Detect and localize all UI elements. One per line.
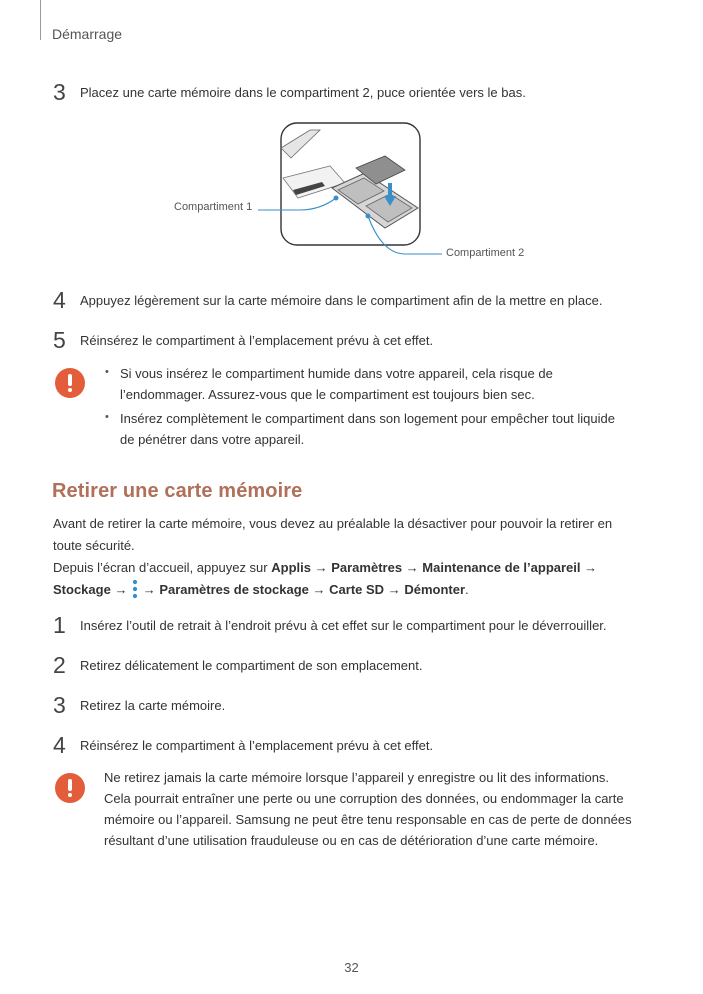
section-title: Retirer une carte mémoire — [52, 480, 303, 502]
bullet-dot: • — [105, 411, 109, 423]
section-intro: Avant de retirer la carte mémoire, vous devez au préalable la désactiver pour pouvoir la retirer en toute sécurité. — [53, 516, 613, 553]
header-divider — [40, 0, 41, 40]
caution-icon — [55, 773, 85, 803]
caution-bullet: Si vous insérez le compartiment humide dans votre appareil, cela risque de l’endommager. Assurez-vous que le compartiment est toujours bien sec. — [120, 366, 553, 402]
step-text: Retirez la carte mémoire. — [80, 698, 226, 713]
step-number: 5 — [53, 327, 66, 353]
step-number: 2 — [53, 652, 66, 678]
step-text: Appuyez légèrement sur la carte mémoire dans le compartiment afin de la mettre en place. — [80, 293, 603, 308]
step-text: Réinsérez le compartiment à l’emplacement prévu à cet effet. — [80, 333, 434, 348]
step-text: Placez une carte mémoire dans le compartiment 2, puce orientée vers le bas. — [80, 85, 526, 100]
header-section-title: Démarrage — [52, 26, 123, 42]
step-number: 3 — [53, 692, 66, 718]
sim-tray-illustration — [160, 118, 540, 268]
bullet-dot: • — [105, 366, 109, 378]
step-text: Retirez délicatement le compartiment de son emplacement. — [80, 658, 423, 673]
step-text: Insérez l’outil de retrait à l’endroit prévu à cet effet sur le compartiment pour le déverrouiller. — [80, 618, 607, 633]
more-options-icon — [131, 579, 139, 599]
step-text: Réinsérez le compartiment à l’emplacement prévu à cet effet. — [80, 738, 434, 753]
page-number: 32 — [344, 960, 359, 975]
caution-icon — [55, 368, 85, 398]
step-number: 4 — [53, 287, 66, 313]
caution-text: Ne retirez jamais la carte mémoire lorsque l’appareil y enregistre ou lit des informations. Cela pourrait entraîner une perte ou une corruption des données, ou endommager la carte mémoire ou l’appareil. Samsung ne peut être tenu responsable en cas de perte de données résultant d’une utilisation frauduleuse ou en cas de détérioration d’une carte mémoire. — [104, 770, 632, 848]
step-number: 1 — [53, 612, 66, 638]
callout-label-1: Compartiment 1 — [174, 201, 253, 213]
callout-label-2: Compartiment 2 — [446, 247, 525, 259]
step-number: 3 — [53, 79, 66, 105]
step-number: 4 — [53, 732, 66, 758]
caution-bullet: Insérez complètement le compartiment dans son logement pour empêcher tout liquide de pénétrer dans votre appareil. — [120, 411, 615, 447]
navigation-path: Depuis l’écran d’accueil, appuyez sur Applis → Paramètres → Maintenance de l’appareil → Stockage → → Paramètres de stockage → Carte SD → Démonter. — [53, 560, 598, 597]
